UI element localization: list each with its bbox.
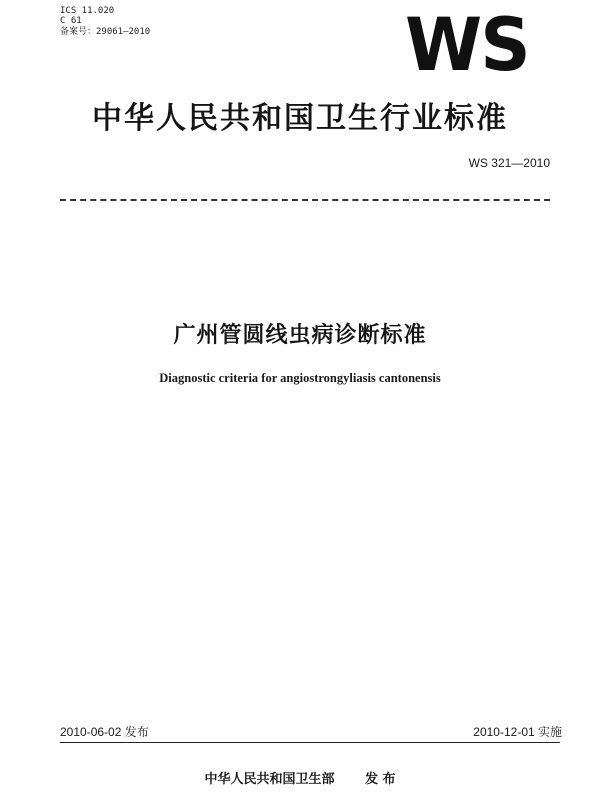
issuer-name: 中华人民共和国卫生部 [204,772,335,787]
ccs-code: C 61 [60,16,82,26]
issuer-action: 发 布 [365,772,396,787]
standard-category: 中华人民共和国卫生行业标准 [92,101,508,136]
document-title-chinese: 广州管圆线虫病诊断标准 [173,323,427,348]
issue-date: 2010-06-02 发布 [60,725,149,739]
header-divider [60,199,550,201]
footer-divider [60,742,560,743]
filing-number: 备案号：29061—2010 [60,27,151,37]
implementation-date: 2010-12-01 实施 [473,725,562,739]
issuer-line [0,768,600,787]
document-title-english: Diagnostic criteria for angiostrongyliasis cantonensis [159,371,441,385]
standard-number: WS 321—2010 [468,156,550,170]
ws-logo: WS [405,1,529,88]
ics-code: ICS 11.020 [60,6,115,16]
